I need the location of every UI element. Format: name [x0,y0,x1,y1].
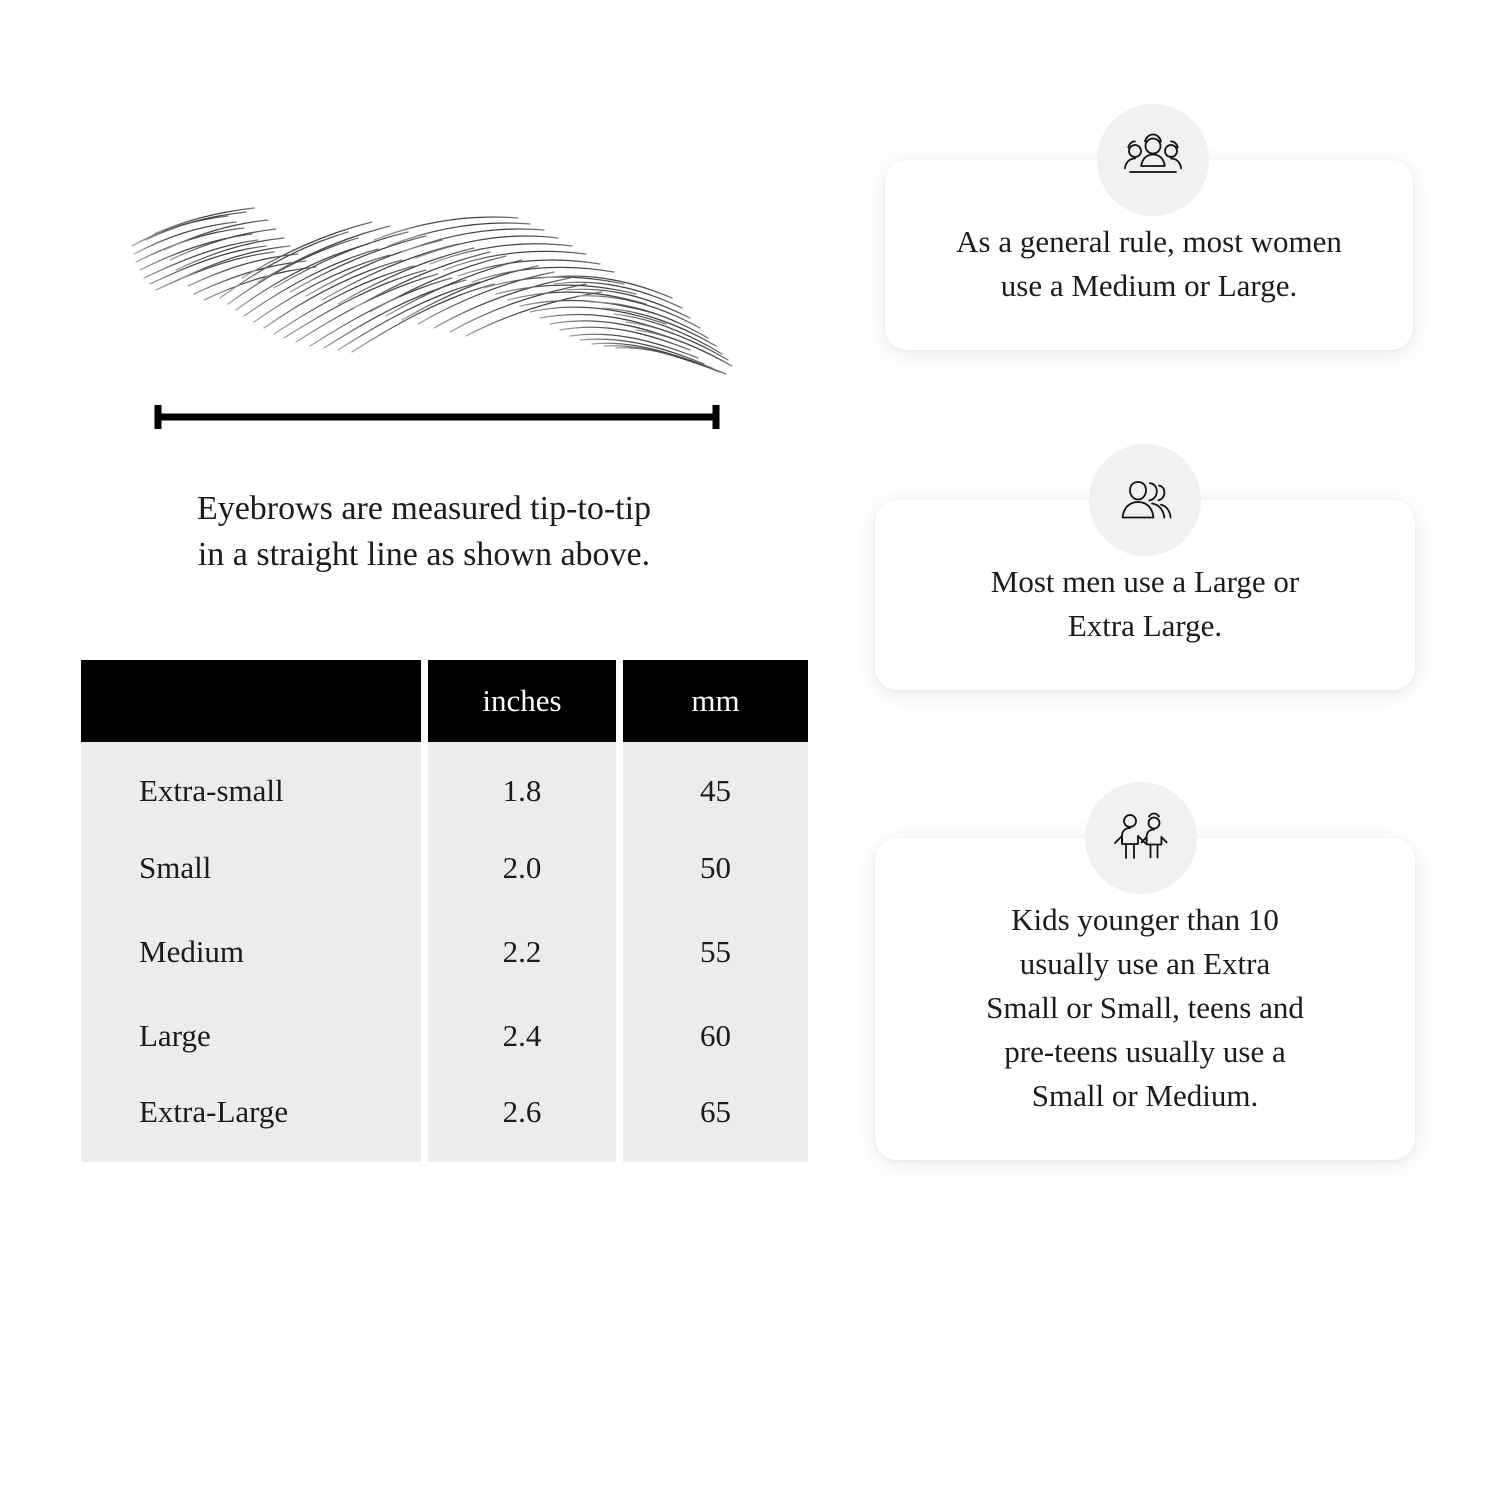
card-kids-line-4: pre-teens usually use a [1004,1034,1286,1070]
row-size-label: Large [81,994,421,1078]
caption-line-2: in a straight line as shown above. [197,535,651,573]
card-kids-line-3: Small or Small, teens and [986,990,1304,1026]
card-kids-line-1: Kids younger than 10 [1011,902,1279,938]
card-women-line-2: use a Medium or Large. [1000,268,1298,304]
row-inches-value: 2.0 [428,826,616,910]
right-column [875,160,1435,1160]
row-mm-value: 60 [623,994,808,1078]
card-men-line-1: Most men use a Large or [990,564,1300,600]
eyebrow-illustration [124,150,764,410]
card-men-line-2: Extra Large. [1067,608,1223,644]
card-kids-line-5: Small or Medium. [1031,1078,1259,1114]
info-card-kids [875,838,1415,1160]
row-size-label: Extra-small [81,742,421,826]
info-card-women [885,160,1413,350]
men-group-icon [1089,444,1201,556]
table-header-size [81,660,421,742]
row-inches-value: 2.2 [428,910,616,994]
info-card-men [875,500,1415,690]
row-mm-value: 50 [623,826,808,910]
row-mm-value: 65 [623,1078,808,1162]
left-column [74,150,794,1162]
table-header [81,660,808,742]
measurement-line [152,404,722,434]
row-size-label: Extra-Large [81,1078,421,1162]
table-row [81,994,808,1078]
caption-line-1: Eyebrows are measured tip-to-tip [196,490,652,527]
row-inches-value: 2.4 [428,994,616,1078]
table-row [81,826,808,910]
measurement-caption [64,486,784,578]
card-women-line-1: As a general rule, most women [956,224,1342,259]
row-inches-value: 2.6 [428,1078,616,1162]
size-table [74,660,815,1162]
card-kids-line-2: usually use an Extra [1019,946,1271,982]
table-row [81,1078,808,1162]
row-mm-value: 45 [623,742,808,826]
table-header-mm: mm [623,660,808,742]
table-row [81,910,808,994]
table-row [81,742,808,826]
row-size-label: Medium [81,910,421,994]
row-inches-value: 1.8 [428,742,616,826]
kids-icon [1085,782,1197,894]
table-body [81,742,808,1162]
row-size-label: Small [81,826,421,910]
women-group-icon [1097,104,1209,216]
table-header-inches: inches [428,660,616,742]
row-mm-value: 55 [623,910,808,994]
table-header-row [81,660,808,742]
